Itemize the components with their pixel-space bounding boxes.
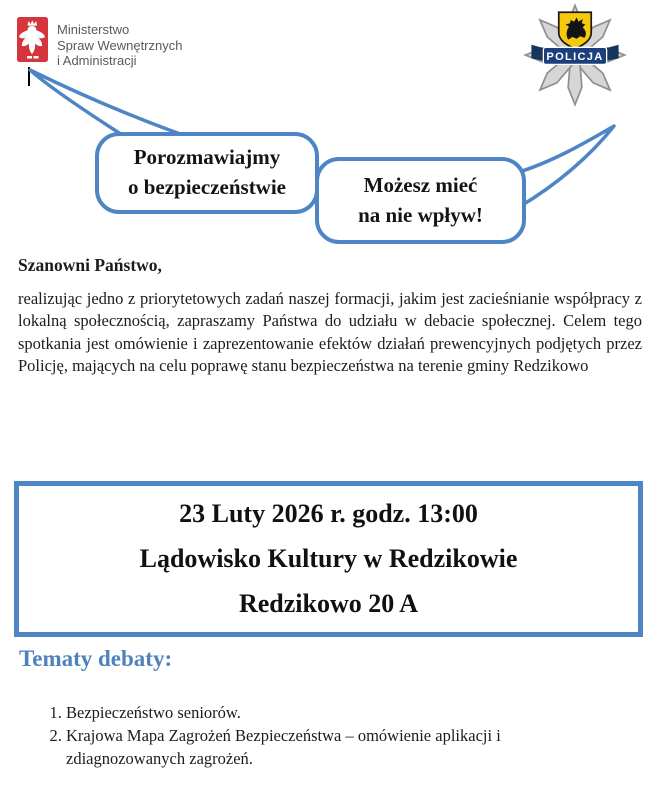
- event-venue: Lądowisko Kultury w Redzikowie: [139, 544, 518, 573]
- speech-bubble-right: [315, 157, 526, 244]
- topics-list-item: 2. Krajowa Mapa Zagrożeń Bezpieczeństwa – omówienie aplikacji i zdiagnozowanych zagrożeń.: [66, 724, 528, 770]
- ministry-logo: [17, 17, 182, 69]
- ministry-line: Spraw Wewnętrznych: [57, 37, 183, 53]
- topics-list-item: 1. Bezpieczeństwo seniorów.: [66, 701, 528, 724]
- ministry-name: [57, 17, 182, 69]
- speech-bubble-tail-right: [516, 126, 614, 207]
- event-address: Redzikowo 20 A: [238, 589, 419, 618]
- speech-bubble-left: [95, 132, 319, 214]
- ministry-line: i Administracji: [57, 53, 137, 68]
- speech-bubble-right-line: na nie wpływ!: [358, 203, 483, 227]
- speech-bubble-left-line: Porozmawiajmy: [133, 145, 281, 169]
- letter-body: realizując jedno z priorytetowych zadań naszej formacji, jakim jest zacieśnianie współpracy z lokalną społecznością, zapraszamy Państwa do udziału w debacie społecznej. Celem tego spotkania jest omówienie i zaprezentowanie efektów działań prewencyjnych podjętych przez Policję, mających na celu poprawę stanu bezpieczeństwa na terenie gminy Redzikowo: [18, 289, 642, 375]
- text-cursor: [28, 67, 30, 86]
- poland-eagle-icon: [17, 17, 48, 62]
- salutation: Szanowni Państwo,: [18, 255, 162, 275]
- police-badge-label: POLICJA: [546, 51, 604, 64]
- event-date: 23 Luty 2026 r. godz. 13:00: [179, 499, 478, 528]
- topics-list: [18, 701, 528, 770]
- event-box: [14, 481, 643, 637]
- topics-heading: Tematy debaty:: [19, 646, 173, 671]
- ministry-line: Ministerstwo: [57, 22, 130, 37]
- speech-bubble-left-line: o bezpieczeństwie: [127, 175, 287, 199]
- speech-bubble-right-line: Możesz mieć: [363, 173, 478, 197]
- police-badge-icon: [518, 2, 632, 108]
